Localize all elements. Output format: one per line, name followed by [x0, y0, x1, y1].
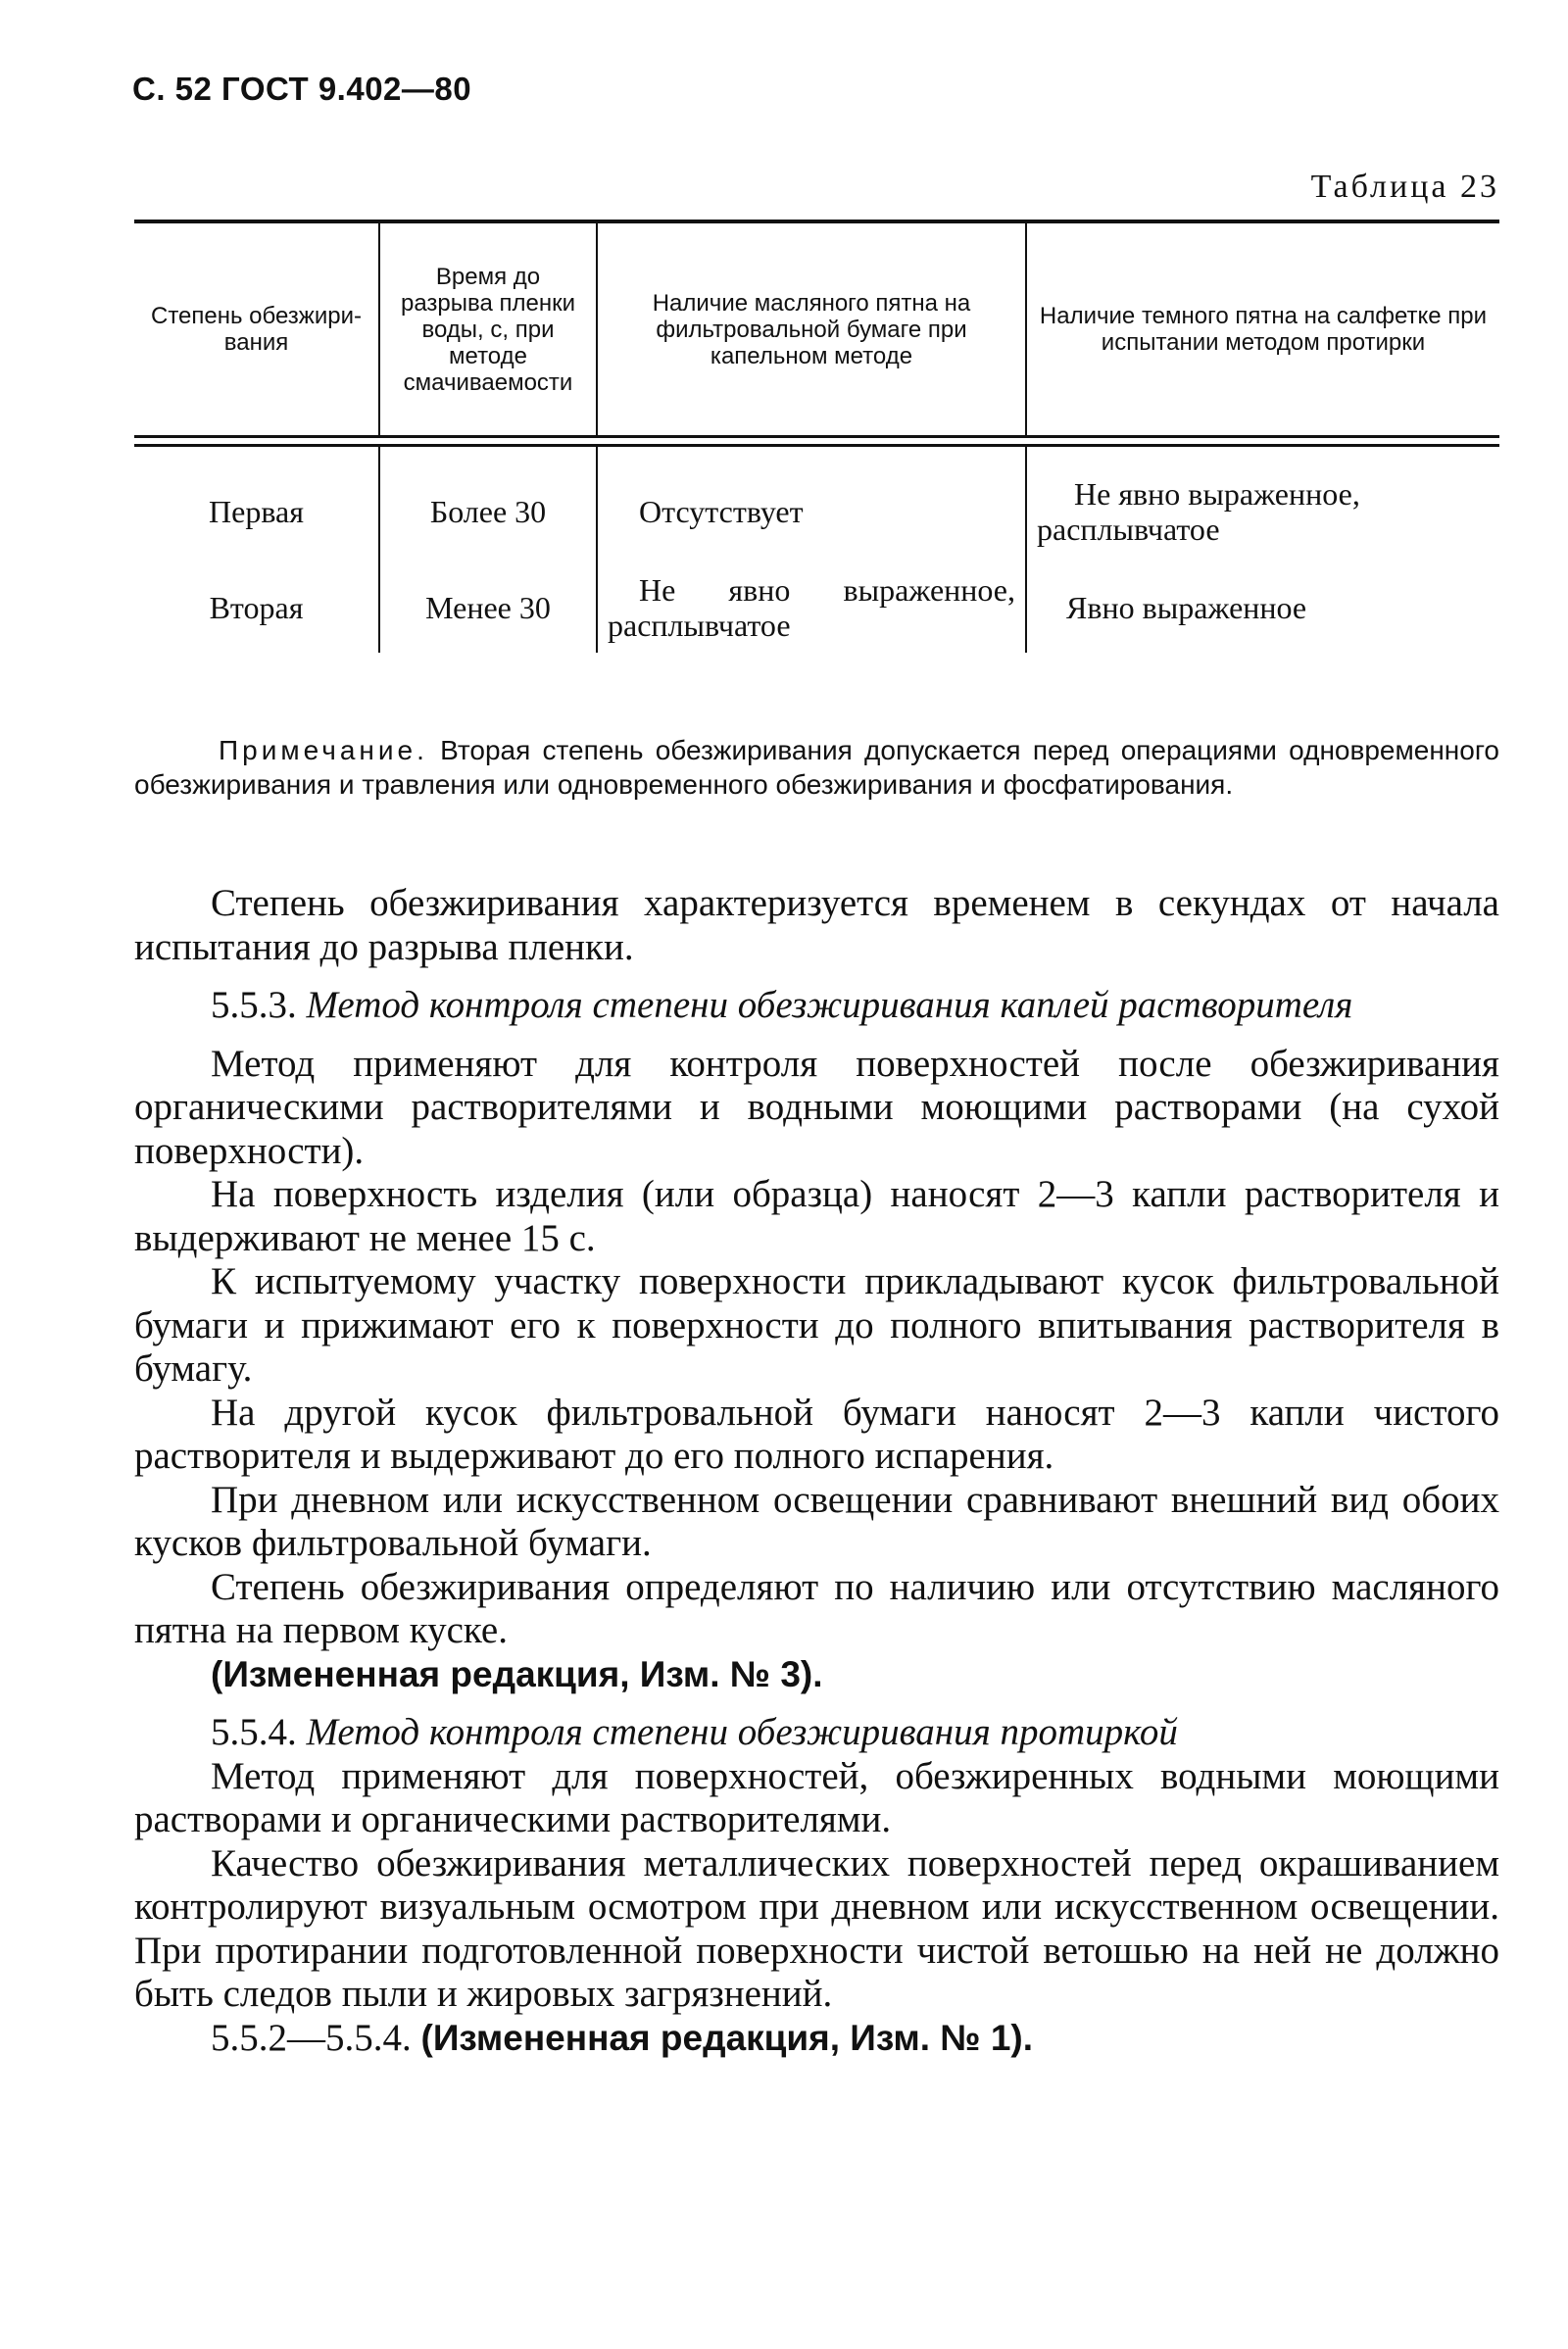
section-number: 5.5.4.	[211, 1711, 297, 1753]
paragraph: На поверхность изделия (или образца) наносят 2—3 капли растворителя и выдерживают не менее 15 с.	[134, 1173, 1499, 1259]
paragraph: Метод применяют для поверхностей, обезжиренных водными моющими растворами и органическими растворителями.	[134, 1754, 1499, 1840]
table-row	[134, 549, 1499, 653]
table-header-rule	[134, 435, 1499, 447]
section-heading	[134, 1711, 1499, 1755]
column-header: Степень обезжири-вания	[150, 303, 363, 356]
table-cell: Первая	[209, 494, 304, 529]
table-header-row	[134, 223, 1499, 435]
section-title: Метод контроля степени обезжиривания протиркой	[306, 1711, 1178, 1753]
data-table-wrap	[134, 220, 1499, 653]
body-text	[134, 882, 1499, 2060]
paragraph: На другой кусок фильтровальной бумаги наносят 2—3 капли чистого растворителя и выдерживают до его полного испарения.	[134, 1391, 1499, 1477]
table-cell: Вторая	[209, 590, 304, 625]
column-header: Наличие масляного пятна на фильтровальной бумаге при капельном методе	[597, 223, 1026, 435]
section-number: 5.5.3.	[211, 984, 297, 1026]
table-note	[134, 733, 1499, 802]
revision-note	[134, 2017, 1499, 2061]
note-text: Вторая степень обезжиривания допускается перед операциями одновременного обезжиривания и травления или одновременного обезжиривания и фосфатирования.	[134, 735, 1499, 800]
table-caption: Таблица 23	[1310, 169, 1499, 205]
revision-note: (Измененная редакция, Изм. № 3).	[211, 1653, 823, 1694]
paragraph: Степень обезжиривания определяют по наличию или отсутствию масляного пятна на первом куске.	[134, 1565, 1499, 1651]
section-title: Метод контроля степени обезжиривания каплей растворителя	[306, 984, 1353, 1026]
column-header: Наличие темного пятна на салфетке при испытании методом протирки	[1026, 223, 1499, 435]
section-heading	[134, 984, 1499, 1028]
table-cell: Отсутствует	[597, 447, 1026, 549]
table-row	[134, 447, 1499, 549]
note-label: Примечание.	[219, 735, 428, 765]
paragraph: Степень обезжиривания характеризуется временем в секундах от начала испытания до разрыва пленки.	[134, 882, 1499, 968]
section-number: 5.5.2—5.5.4.	[211, 2016, 412, 2059]
column-header: Время до разрыва пленки воды, с, при методе смачиваемости	[379, 223, 597, 435]
table-cell: Явно выраженное	[1026, 549, 1499, 653]
table-cell: Менее 30	[379, 549, 597, 653]
table-cell: Не явно выраженное, расплывчатое	[1026, 447, 1499, 549]
table-cell: Более 30	[379, 447, 597, 549]
data-table	[134, 223, 1499, 653]
paragraph: При дневном или искусственном освещении сравнивают внешний вид обоих кусков фильтровальной бумаги.	[134, 1478, 1499, 1564]
paragraph: Качество обезжиривания металлических поверхностей перед окрашиванием контролируют визуальным осмотром при дневном или искусственном освещении. При протирании подготовленной поверхности чистой ветошью на ней не должно быть следов пыли и жировых загрязнений.	[134, 1841, 1499, 2015]
paragraph: К испытуемому участку поверхности прикладывают кусок фильтровальной бумаги и прижимают его к поверхности до полного впитывания растворителя в бумагу.	[134, 1260, 1499, 1390]
page-header: С. 52 ГОСТ 9.402—80	[132, 71, 472, 107]
paragraph: Метод применяют для контроля поверхностей после обезжиривания органическими растворителями и водными моющими растворами (на сухой поверхности).	[134, 1042, 1499, 1172]
revision-note-text: (Измененная редакция, Изм. № 1).	[420, 2017, 1034, 2058]
table-cell: Не явно выраженное, расплывчатое	[597, 549, 1026, 653]
